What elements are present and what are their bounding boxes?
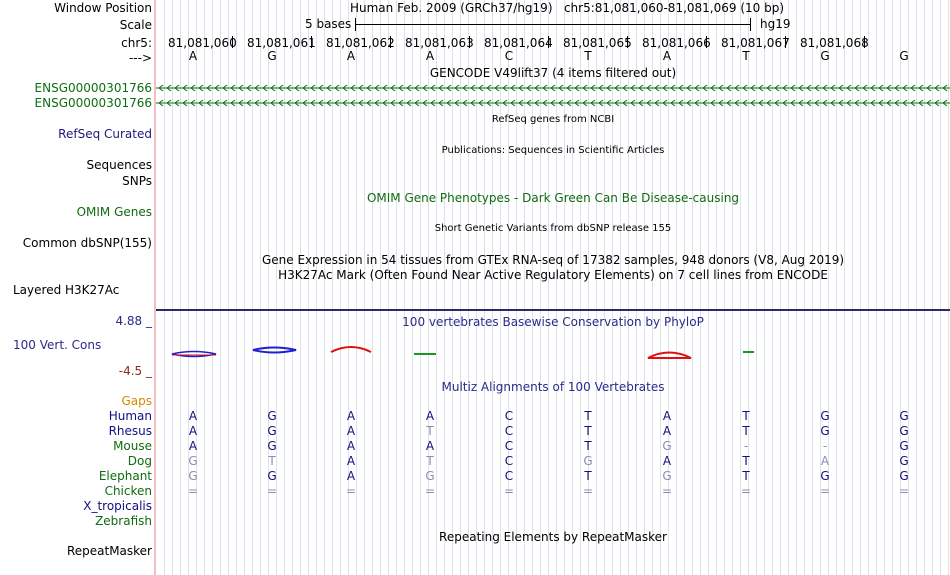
alignment-base-human: A — [425, 409, 435, 423]
phylop-bump-5 — [648, 353, 691, 359]
reference-base: G — [820, 49, 830, 63]
alignment-base-dog: T — [426, 454, 434, 468]
alignment-base-rhesus: T — [426, 424, 434, 438]
scale-db-text: hg19 — [760, 17, 791, 31]
alignment-base-chicken: = — [503, 484, 515, 498]
gencode-track-label-2[interactable]: ENSG00000301766 — [34, 96, 152, 110]
alignment-base-dog: A — [662, 454, 672, 468]
alignment-base-dog: A — [820, 454, 830, 468]
phylop-track-title: 100 vertebrates Basewise Conservation by PhyloP — [402, 315, 704, 329]
species-label-chicken: Chicken — [104, 484, 152, 498]
omim-track-title: OMIM Gene Phenotypes - Dark Green Can Be Disease-causing — [366, 191, 740, 205]
phylop-bump-2 — [253, 348, 296, 353]
alignment-base-elephant: G — [188, 469, 198, 483]
scale-bar-right-cap — [750, 18, 751, 31]
alignment-base-human: G — [820, 409, 830, 423]
h3k27ac-track-label[interactable]: Layered H3K27Ac — [13, 283, 120, 297]
alignment-base-dog: G — [188, 454, 198, 468]
scale-label: Scale — [119, 18, 152, 32]
coordinate-label: 81,081,061 — [247, 36, 316, 50]
species-label-zebrafish: Zebrafish — [95, 514, 152, 528]
coordinate-label: 81,081,062 — [326, 36, 395, 50]
window-position-label: Window Position — [54, 1, 152, 15]
coordinate-label: 81,081,064 — [484, 36, 553, 50]
phylop-max-label: 4.88 _ — [115, 314, 152, 328]
alignment-base-dog: G — [583, 454, 593, 468]
repeatmasker-track-label[interactable]: RepeatMasker — [66, 544, 152, 558]
alignment-base-chicken: = — [187, 484, 199, 498]
alignment-base-dog: G — [899, 454, 909, 468]
alignment-base-rhesus: T — [742, 424, 750, 438]
reference-base: A — [662, 49, 672, 63]
phylop-bump-3 — [331, 347, 371, 352]
coordinate-label: 81,081,067 — [721, 36, 790, 50]
alignment-base-rhesus: G — [820, 424, 830, 438]
alignment-base-mouse: - — [743, 439, 749, 453]
coordinate-label: 81,081,065 — [563, 36, 632, 50]
alignment-base-mouse: A — [425, 439, 435, 453]
phylop-bump-1 — [172, 352, 216, 357]
alignment-base-mouse: - — [822, 439, 828, 453]
alignment-base-human: A — [188, 409, 198, 423]
snps-track-label[interactable]: SNPs — [122, 174, 152, 188]
strand-arrow-label: ---> — [128, 51, 152, 65]
cons-track-label[interactable]: 100 Vert. Cons — [13, 338, 102, 352]
reference-base: G — [899, 49, 909, 63]
gtex-track-title: Gene Expression in 54 tissues from GTEx RNA-seq of 17382 samples, 948 donors (V8, Aug 2019) — [261, 253, 845, 267]
position-text: chr5:81,081,060-81,081,069 (10 bp) — [563, 1, 785, 15]
species-label-rhesus: Rhesus — [108, 424, 152, 438]
scale-bar — [355, 24, 751, 25]
alignment-base-elephant: C — [504, 469, 514, 483]
phylop-min-label: -4.5 _ — [118, 364, 152, 378]
alignment-base-dog: T — [268, 454, 276, 468]
refseq-track-title: RefSeq genes from NCBI — [491, 114, 615, 125]
sequences-track-label[interactable]: Sequences — [86, 158, 152, 172]
coordinate-label: 81,081,060 — [168, 36, 237, 50]
multiz-track-title: Multiz Alignments of 100 Vertebrates — [441, 380, 665, 394]
alignment-base-chicken: = — [819, 484, 831, 498]
alignment-base-rhesus: A — [346, 424, 356, 438]
alignment-base-elephant: T — [742, 469, 750, 483]
phylop-signal — [156, 334, 950, 364]
reference-base: G — [267, 49, 277, 63]
alignment-base-elephant: G — [662, 469, 672, 483]
alignment-base-mouse: G — [267, 439, 277, 453]
reference-base: A — [188, 49, 198, 63]
alignment-base-chicken: = — [424, 484, 436, 498]
alignment-base-human: C — [504, 409, 514, 423]
gencode-track-label-1[interactable]: ENSG00000301766 — [34, 81, 152, 95]
scale-text: 5 bases — [305, 17, 352, 31]
alignment-base-chicken: = — [740, 484, 752, 498]
base-sequence-row — [156, 49, 950, 64]
alignment-base-mouse: C — [504, 439, 514, 453]
alignment-base-human: G — [899, 409, 909, 423]
coordinate-label: 81,081,068 — [800, 36, 869, 50]
refseq-track-label[interactable]: RefSeq Curated — [58, 127, 152, 141]
phylop-top-border — [156, 309, 950, 311]
alignment-base-chicken: = — [661, 484, 673, 498]
alignment-base-mouse: G — [662, 439, 672, 453]
alignment-base-chicken: = — [345, 484, 357, 498]
alignment-base-elephant: G — [899, 469, 909, 483]
alignment-base-mouse: G — [899, 439, 909, 453]
reference-base: T — [584, 49, 592, 63]
reference-base: C — [504, 49, 514, 63]
gaps-label: Gaps — [121, 394, 152, 408]
alignment-base-mouse: A — [188, 439, 198, 453]
alignment-base-human: T — [584, 409, 592, 423]
alignment-base-rhesus: A — [662, 424, 672, 438]
alignment-base-mouse: A — [346, 439, 356, 453]
repeatmasker-track-title: Repeating Elements by RepeatMasker — [439, 530, 667, 544]
species-label-x-tropicalis: X_tropicalis — [83, 499, 152, 513]
alignment-base-rhesus: G — [899, 424, 909, 438]
alignment-base-dog: A — [346, 454, 356, 468]
alignment-base-elephant: G — [820, 469, 830, 483]
h3k27ac-track-title: H3K27Ac Mark (Often Found Near Active Regulatory Elements) on 7 cell lines from ENCODE — [278, 268, 828, 282]
alignment-base-chicken: = — [898, 484, 910, 498]
alignment-base-elephant: G — [425, 469, 435, 483]
reference-base: T — [742, 49, 750, 63]
alignment-base-human: G — [267, 409, 277, 423]
species-label-elephant: Elephant — [98, 469, 152, 483]
reference-base: A — [425, 49, 435, 63]
alignment-base-elephant: G — [267, 469, 277, 483]
alignment-base-rhesus: G — [267, 424, 277, 438]
track-labels-panel — [0, 0, 154, 575]
reference-base: A — [346, 49, 356, 63]
alignment-base-chicken: = — [582, 484, 594, 498]
assembly-text: Human Feb. 2009 (GRCh37/hg19) — [349, 1, 553, 15]
alignment-base-elephant: T — [584, 469, 592, 483]
chrom-label: chr5: — [121, 36, 152, 50]
gencode-gene-tracks[interactable] — [156, 81, 950, 111]
alignment-base-rhesus: T — [584, 424, 592, 438]
alignment-base-chicken: = — [266, 484, 278, 498]
coordinate-label: 81,081,066 — [642, 36, 711, 50]
coordinate-label: 81,081,063 — [405, 36, 474, 50]
alignment-base-dog: C — [504, 454, 514, 468]
alignment-base-human: T — [742, 409, 750, 423]
alignment-base-rhesus: C — [504, 424, 514, 438]
scale-bar-left-cap — [355, 18, 356, 31]
window-position-text — [156, 1, 950, 15]
dbsnp-track-label[interactable]: Common dbSNP(155) — [22, 236, 152, 250]
dbsnp-track-title: Short Genetic Variants from dbSNP release 155 — [434, 223, 672, 234]
alignment-base-dog: T — [742, 454, 750, 468]
alignment-base-human: A — [346, 409, 356, 423]
species-label-dog: Dog — [127, 454, 152, 468]
gencode-track-title: GENCODE V49lift37 (4 items filtered out) — [429, 66, 677, 80]
species-label-human: Human — [108, 409, 152, 423]
omim-track-label[interactable]: OMIM Genes — [76, 205, 152, 219]
alignment-base-rhesus: A — [188, 424, 198, 438]
alignment-base-elephant: A — [346, 469, 356, 483]
track-image[interactable] — [156, 0, 950, 575]
alignment-base-human: A — [662, 409, 672, 423]
species-label-mouse: Mouse — [113, 439, 152, 453]
alignment-base-mouse: T — [584, 439, 592, 453]
publications-track-title: Publications: Sequences in Scientific Articles — [441, 145, 665, 156]
